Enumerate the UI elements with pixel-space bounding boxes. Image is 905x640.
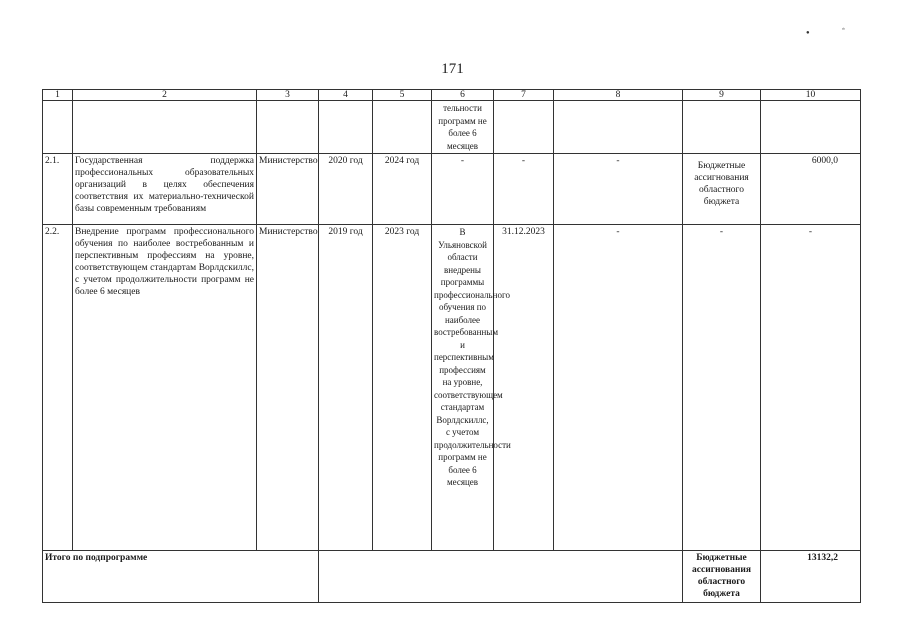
col-number-3: 3 xyxy=(257,90,319,101)
funding-source: - xyxy=(683,225,761,551)
col-number-4: 4 xyxy=(319,90,373,101)
scan-corner-mark: ᵃᵏ xyxy=(842,28,845,33)
page-number: 171 xyxy=(441,61,464,77)
table-row xyxy=(43,225,861,551)
funding-source: Бюджетные ассигнования областного бюджета xyxy=(683,154,761,225)
expected-result: В Ульяновской области внедрены программы профессионального обучения по наиболее востребованным и перспективным профессиям на уровне, соответствующем стандартам Ворлдскиллс, с учетом продолжительности программ не более 6 месяцев xyxy=(432,225,494,551)
col-number-9: 9 xyxy=(683,90,761,101)
row-number: 2.1. xyxy=(43,154,73,225)
col-number-6: 6 xyxy=(432,90,494,101)
total-funding-source: Бюджетные ассигнования областного бюджета xyxy=(683,551,761,603)
col-number-2: 2 xyxy=(73,90,257,101)
executor: Министерство xyxy=(257,154,319,225)
executor: Министерство xyxy=(257,225,319,551)
result-date: - xyxy=(494,154,554,225)
total-label: Итого по подпрограмме xyxy=(43,551,319,603)
row-number: 2.2. xyxy=(43,225,73,551)
total-row xyxy=(43,551,861,603)
col-number-8: 8 xyxy=(554,90,683,101)
start-year: 2020 год xyxy=(319,154,373,225)
continued-result-text: тельности программ не более 6 месяцев xyxy=(432,101,494,154)
activity-name: Внедрение программ профессионального обучения по наиболее востребованным и перспективным профессиям на уровне, соответствующем стандартам Ворлдскиллс, с учетом продолжительности программ не более 6 месяцев xyxy=(73,225,257,551)
end-year: 2024 год xyxy=(373,154,432,225)
scan-dot-mark: ● xyxy=(806,30,810,36)
total-amount: 13132,2 xyxy=(761,551,861,603)
col-number-10: 10 xyxy=(761,90,861,101)
funding-amount: - xyxy=(761,225,861,551)
column-number-row xyxy=(43,90,861,101)
activity-name: Государственная поддержка профессиональных образовательных организаций в целях обеспечения соответствия их материально-технической базы современным требованиям xyxy=(73,154,257,225)
expected-result: - xyxy=(432,154,494,225)
result-date: 31.12.2023 xyxy=(494,225,554,551)
col-number-5: 5 xyxy=(373,90,432,101)
indicator: - xyxy=(554,225,683,551)
program-activities-table xyxy=(42,89,861,603)
col-number-1: 1 xyxy=(43,90,73,101)
start-year: 2019 год xyxy=(319,225,373,551)
funding-amount: 6000,0 xyxy=(761,154,861,225)
indicator: - xyxy=(554,154,683,225)
table-row xyxy=(43,154,861,225)
continuation-row xyxy=(43,101,861,154)
col-number-7: 7 xyxy=(494,90,554,101)
end-year: 2023 год xyxy=(373,225,432,551)
